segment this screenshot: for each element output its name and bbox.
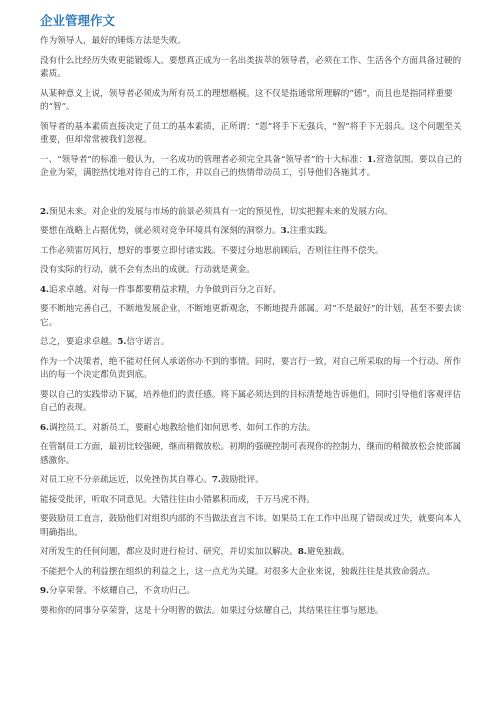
paragraph: 作为一个决策者，绝不能对任何人承诺你办不到的事情。同时，要言行一致，对自己所采取的每一个行动、所作出的每一个决定都负责到底。 <box>40 356 462 380</box>
paragraph: 要不断地完善自己，不断地发展企业，不断地更新观念，不断地提升部属。对“不是最好”的计划，甚至不要去读它。 <box>40 304 462 328</box>
paragraph: 不能把个人的利益摆在组织的利益之上，这一点尤为关键。对很多大企业来说，独裁往往是其致命弱点。 <box>40 566 436 577</box>
paragraph: 在管制员工方面，最初比较强硬，继而稍微放松。初期的强硬控制可表现你的控制力，继而的稍微放松会使部属感激你。 <box>40 442 462 466</box>
paragraph: 要鼓励员工直言，鼓励他们对组织内部的不当做法直言不讳。如果员工在工作中出现了错误或过失，就要向本人明确指出。 <box>40 514 462 538</box>
paragraph: 工作必须雷厉风行，想好的事要立即付诸实践。不要过分地思前顾后，否则往往得不偿失。 <box>40 245 384 256</box>
paragraph: 对所发生的任何问题，都应及时进行检讨、研究，并切实加以解决。8.避免独裁。 <box>40 547 350 557</box>
paragraph: 作为领导人，最好的锤炼方法是失败。 <box>40 36 187 46</box>
paragraph: 6.调控员工。对新员工，要耐心地教给他们如何思考、如何工作的方法。 <box>40 422 316 433</box>
paragraph: 9.分享荣誉。不炫耀自己，不贪功归己。 <box>40 586 196 596</box>
paragraph: 要和你的同事分享荣誉，这是十分明智的做法。如果过分炫耀自己，其结果往往事与愿违。 <box>40 605 384 616</box>
document-title: 企业管理作文 <box>40 13 116 28</box>
paragraph: 一、“领导者”的标准一般认为，一名成功的管理者必须完全具备“领导者”的十大标准：1.营造氛围。要以自己的企业为荣，满腔热忱地对待自己的工作，并以自己的热情带动员工，引导他们各施其才。 <box>40 154 462 178</box>
paragraph: 领导者的基本素质直接决定了员工的基本素质，正所谓：“恩”将手下无强兵，“智”将手下无弱兵。这个问题至关重要，但却常常被我们忽视。 <box>40 121 462 145</box>
paragraph: 要以自己的实践带动下属，培养他们的责任感。将下属必须达到的目标清楚地告诉他们，同时引导他们客观评估自己的表现。 <box>40 389 462 413</box>
paragraph: 能接受批评，听取不同意见。大错往往由小错累积而成，千万马虎不得。 <box>40 494 316 505</box>
paragraph: 没有实际的行动，就不会有杰出的成就。行动就是黄金。 <box>40 265 255 275</box>
paragraph: 没有什么比经历失败更能锻炼人。要想真正成为一名出类拔萃的领导者，必须在工作、生活各个方面具备过硬的素质。 <box>40 55 462 79</box>
paragraph: 2.预见未来。对企业的发展与市场的前景必须具有一定的预见性，切实把握未来的发展方向。 <box>40 206 393 217</box>
paragraph: 从某种意义上说，领导者必须成为所有员工的理想楷模。这不仅是指通常所理解的“德”，而且也是指同样重要的“智”。 <box>40 88 453 112</box>
paragraph: 对员工应不分亲疏远近，以免挫伤其自尊心。7.鼓励批评。 <box>40 475 264 485</box>
paragraph: 4.追求卓越。对每一件事都要精益求精，力争做到百分之百好。 <box>40 284 282 295</box>
paragraph: 总之，要追求卓越。5.信守诺言。 <box>40 337 170 347</box>
paragraph: 要想在战略上占据优势，就必须对竞争环境具有深刻的洞察力。3.注重实践。 <box>40 226 333 236</box>
